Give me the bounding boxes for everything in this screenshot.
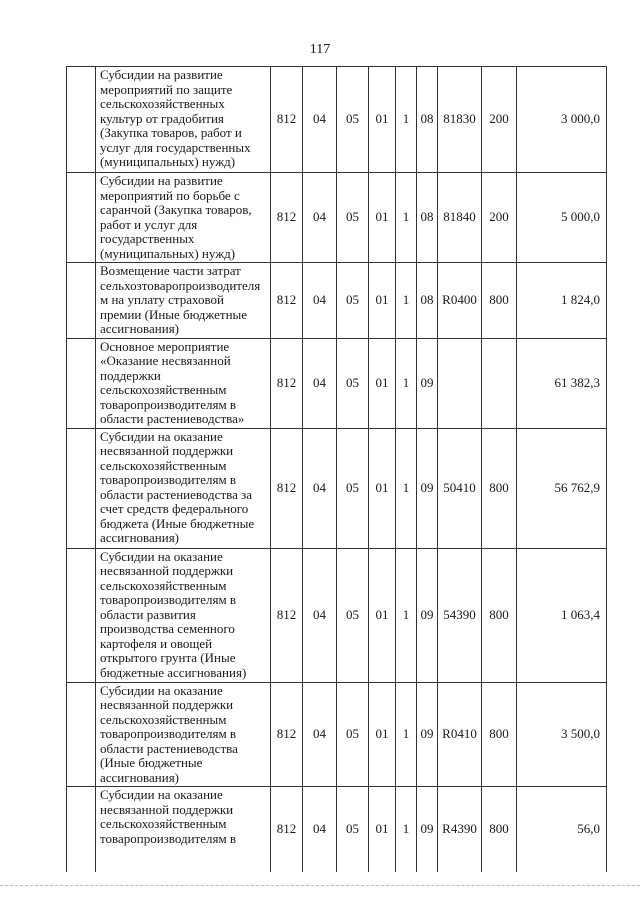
amount-cell: 61 382,3 <box>517 338 607 428</box>
code-cell-c2: 04 <box>303 428 337 548</box>
blank-cell <box>67 67 96 173</box>
code-cell-c4: 01 <box>369 263 396 339</box>
code-cell-c1: 812 <box>271 682 303 787</box>
code-cell-c6: 09 <box>417 338 438 428</box>
row-description: Субсидии на оказание несвязанной поддержки сельскохозяйственным товаропроизводителям в области развития производства семенного картофеля и овощей открытого грунта (Иные бюджетные ассигнования) <box>96 548 271 682</box>
code-cell-c1: 812 <box>271 787 303 872</box>
page-number: 117 <box>309 42 331 57</box>
code-cell-c1: 812 <box>271 67 303 173</box>
code-cell-c2: 04 <box>303 338 337 428</box>
budget-table <box>66 66 607 872</box>
code-cell-c8: 800 <box>482 787 517 872</box>
code-cell-c1: 812 <box>271 338 303 428</box>
code-cell-c5: 1 <box>396 67 417 173</box>
code-cell-c7: 50410 <box>438 428 482 548</box>
code-cell-c5: 1 <box>396 173 417 263</box>
blank-cell <box>67 787 96 872</box>
row-description: Субсидии на развитие мероприятий по защите сельскохозяйственных культур от градобития (Закупка товаров, работ и услуг для государственных (муниципальных) нужд) <box>96 67 271 173</box>
code-cell-c8 <box>482 338 517 428</box>
code-cell-c7: 81830 <box>438 67 482 173</box>
table-row <box>67 548 607 682</box>
code-cell-c4: 01 <box>369 173 396 263</box>
amount-cell: 1 824,0 <box>517 263 607 339</box>
code-cell-c7 <box>438 338 482 428</box>
code-cell-c4: 01 <box>369 682 396 787</box>
code-cell-c4: 01 <box>369 428 396 548</box>
code-cell-c1: 812 <box>271 428 303 548</box>
code-cell-c4: 01 <box>369 548 396 682</box>
code-cell-c5: 1 <box>396 428 417 548</box>
code-cell-c7: R0410 <box>438 682 482 787</box>
code-cell-c3: 05 <box>337 263 369 339</box>
code-cell-c6: 08 <box>417 263 438 339</box>
code-cell-c3: 05 <box>337 338 369 428</box>
table-row <box>67 787 607 872</box>
code-cell-c2: 04 <box>303 67 337 173</box>
code-cell-c2: 04 <box>303 173 337 263</box>
code-cell-c3: 05 <box>337 428 369 548</box>
amount-cell: 3 500,0 <box>517 682 607 787</box>
code-cell-c4: 01 <box>369 787 396 872</box>
amount-cell: 56,0 <box>517 787 607 872</box>
code-cell-c8: 800 <box>482 428 517 548</box>
code-cell-c5: 1 <box>396 263 417 339</box>
scan-bottom-edge <box>0 885 640 887</box>
code-cell-c6: 09 <box>417 428 438 548</box>
table-row <box>67 428 607 548</box>
code-cell-c8: 800 <box>482 682 517 787</box>
amount-cell: 56 762,9 <box>517 428 607 548</box>
code-cell-c3: 05 <box>337 173 369 263</box>
code-cell-c4: 01 <box>369 338 396 428</box>
code-cell-c7: R0400 <box>438 263 482 339</box>
code-cell-c8: 200 <box>482 67 517 173</box>
code-cell-c2: 04 <box>303 682 337 787</box>
code-cell-c3: 05 <box>337 67 369 173</box>
code-cell-c3: 05 <box>337 787 369 872</box>
code-cell-c2: 04 <box>303 787 337 872</box>
code-cell-c6: 08 <box>417 173 438 263</box>
blank-cell <box>67 428 96 548</box>
amount-cell: 1 063,4 <box>517 548 607 682</box>
table-row <box>67 173 607 263</box>
budget-table-body <box>67 67 607 872</box>
code-cell-c3: 05 <box>337 548 369 682</box>
table-row <box>67 682 607 787</box>
table-row <box>67 263 607 339</box>
code-cell-c7: R4390 <box>438 787 482 872</box>
row-description: Субсидии на оказание несвязанной поддержки сельскохозяйственным товаропроизводителям в области растениеводства за счет средств федерального бюджета (Иные бюджетные ассигнования) <box>96 428 271 548</box>
row-description: Субсидии на оказание несвязанной поддержки сельскохозяйственным товаропроизводителям в <box>96 787 271 872</box>
blank-cell <box>67 338 96 428</box>
code-cell-c8: 200 <box>482 173 517 263</box>
scan-top-edge <box>0 0 640 20</box>
row-description: Возмещение части затрат сельхозтоваропроизводителя м на уплату страховой премии (Иные бюджетные ассигнования) <box>96 263 271 339</box>
code-cell-c1: 812 <box>271 548 303 682</box>
table-row <box>67 338 607 428</box>
row-description: Основное мероприятие «Оказание несвязанной поддержки сельскохозяйственным товаропроизводителям в области растениеводства» <box>96 338 271 428</box>
blank-cell <box>67 173 96 263</box>
code-cell-c6: 09 <box>417 787 438 872</box>
row-description: Субсидии на развитие мероприятий по борьбе с саранчой (Закупка товаров, работ и услуг для государственных (муниципальных) нужд) <box>96 173 271 263</box>
amount-cell: 3 000,0 <box>517 67 607 173</box>
code-cell-c1: 812 <box>271 263 303 339</box>
code-cell-c2: 04 <box>303 263 337 339</box>
code-cell-c7: 81840 <box>438 173 482 263</box>
code-cell-c7: 54390 <box>438 548 482 682</box>
code-cell-c2: 04 <box>303 548 337 682</box>
row-description: Субсидии на оказание несвязанной поддержки сельскохозяйственным товаропроизводителям в области растениеводства (Иные бюджетные ассигнования) <box>96 682 271 787</box>
code-cell-c5: 1 <box>396 548 417 682</box>
code-cell-c6: 08 <box>417 67 438 173</box>
code-cell-c1: 812 <box>271 173 303 263</box>
code-cell-c8: 800 <box>482 548 517 682</box>
code-cell-c5: 1 <box>396 787 417 872</box>
code-cell-c6: 09 <box>417 548 438 682</box>
amount-cell: 5 000,0 <box>517 173 607 263</box>
code-cell-c6: 09 <box>417 682 438 787</box>
code-cell-c4: 01 <box>369 67 396 173</box>
code-cell-c3: 05 <box>337 682 369 787</box>
blank-cell <box>67 682 96 787</box>
code-cell-c8: 800 <box>482 263 517 339</box>
blank-cell <box>67 263 96 339</box>
table-row <box>67 67 607 173</box>
code-cell-c5: 1 <box>396 682 417 787</box>
code-cell-c5: 1 <box>396 338 417 428</box>
blank-cell <box>67 548 96 682</box>
